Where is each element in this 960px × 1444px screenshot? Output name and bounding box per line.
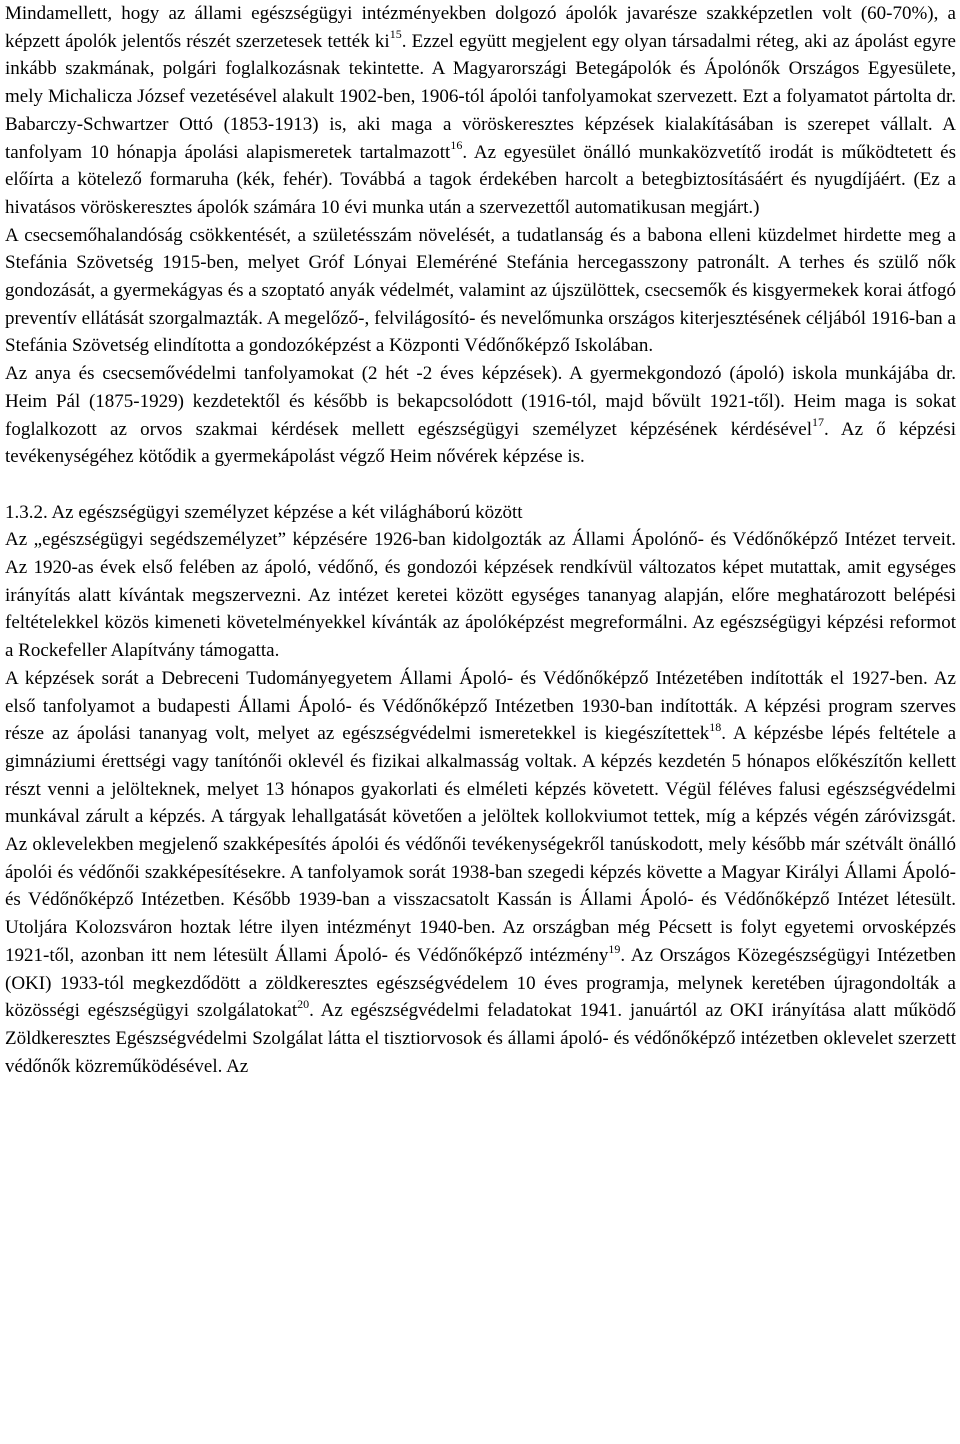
footnote-reference: 19 xyxy=(608,941,621,956)
paragraph-text: A csecsemőhalandóság csökkentését, a születésszám növelését, a tudatlanság és a babona elleni küzdelmet hirdette meg a Stefánia Szövetség 1915-ben, melyet Gróf Lónyai Eleméréné Stefánia hercegasszony patronált. A terhes és szülő nők gondozását, a gyermekágyas és a szoptató anyák védelmét, valamint az újszülöttek, csecsemők és kisgyermekek korai átfogó preventív ellátását szorgalmazták. A megelőző-, felvilágosító- és nevelőmunka országos kiterjesztésének céljából 1916-ban a Stefánia Szövetség elindította a gondozóképzést a Központi Védőnőképző Iskolában. xyxy=(5,224,956,357)
paragraph-text: A képzések sorát a Debreceni Tudományegyetem Állami Ápoló- és Védőnőképző Intézetében indították el 1927-ben. Az első tanfolyamot a budapesti Állami Ápoló- és Védőnőképző Intézetben 1930-ban indították. A képzési program szerves része az ápolási tananyag volt, melyet az egészségvédelmi ismeretekkel is kiegészítettek xyxy=(5,667,956,745)
paragraph-text: Az anya és csecsemővédelmi tanfolyamokat (2 hét -2 éves képzések). A gyermekgondozó (ápoló) iskola munkájába dr. Heim Pál (1875-1929) kezdetektől és később is bekapcsolódott (1916-tól, majd bővült 1921-től). Heim maga is sokat foglalkozott az orvos szakmai kérdések mellett egészségügyi személyzet képzésének kérdésével xyxy=(5,363,956,440)
paragraph-p3 xyxy=(5,360,956,471)
footnote-reference: 17 xyxy=(811,415,824,430)
body-text-after-heading xyxy=(5,526,956,1080)
paragraph-text: . Az ő képzési tevékenységéhez kötődik a gyermekápolást végző Heim nővérek képzése is. xyxy=(5,418,957,468)
footnote-reference: 18 xyxy=(709,719,722,734)
paragraph-text: . Az Országos Közegészségügyi Intézetben (OKI) 1933-tól megkezdődött a zöldkeresztes egészségvédelem 10 éves programja, melynek keretében újragondolták a közösségi egészségügyi szolgálatokat xyxy=(5,944,956,1022)
footnote-reference: 20 xyxy=(297,996,310,1011)
paragraph-text: . Az egyesület önálló munkaközvetítő irodát is működtetett és előírta a kötelező formaruha (kék, fehér). Továbbá a tagok érdekében harcolt a betegbiztosításáért és nyugdíjáért. (Ez a hivatásos vöröskeresztes ápolók számára 10 évi munka után a szervezettől automatikusan megjárt.) xyxy=(5,141,957,218)
paragraph-text: Az „egészségügyi segédszemélyzet” képzésére 1926-ban kidolgozták az Állami Ápolónő- és Védőnőképző Intézet terveit. Az 1920-as évek első felében az ápoló, védőnő, és gondozói képzések rendkívül változatos képet mutattak, amit egységes irányítás alatt kívántak megszervezni. Az intézet keretei között egységes tananyag alapján, előre meghatározott belépési feltételekkel közös kimeneti követelményekkel kívánták az ápolóképzést megreformálni. Az egészségügyi képzési reformot a Rockefeller Alapítvány támogatta. xyxy=(5,529,956,662)
paragraph-p5 xyxy=(5,665,956,1081)
footnote-reference: 15 xyxy=(389,27,402,42)
paragraph-text: Mindamellett, hogy az állami egészségügyi intézményekben dolgozó ápolók javarésze szakképzetlen volt (60-70%), a képzett ápolók jelentős részét szerzetesek tették ki xyxy=(5,3,956,52)
paragraph-text: . Ezzel együtt megjelent egy olyan társadalmi réteg, aki az ápolást egyre inkább szakmának, polgári foglalkozásnak tekintette. A Magyarországi Betegápolók és Ápolónők Országos Egyesülete, mely Michalicza József vezetésével alakult 1902-ben, 1906-tól ápolói tanfolyamokat szervezett. Ezt a folyamatot pártolta dr. Babarczy-Schwartzer Ottó (1853-1913) is, aki maga a vöröskeresztes képzések kialakításában is szerepet vállalt. A tanfolyam 10 hónapja ápolási alapismeretek tartalmazott xyxy=(5,30,956,163)
paragraph-p1 xyxy=(5,0,956,222)
paragraph-text: . Az egészségvédelmi feladatokat 1941. januártól az OKI irányítása alatt működő Zöldkeresztes Egészségvédelmi Szolgálat látta el tisztiorvosok és állami ápoló- és védőnőképző intézetben oklevelet szerzett védőnők közreműködésével. Az xyxy=(5,1000,956,1077)
body-text-before-heading xyxy=(5,0,956,471)
paragraph-spacer xyxy=(5,471,956,499)
footnote-reference: 16 xyxy=(450,138,463,153)
section-heading: 1.3.2. Az egészségügyi személyzet képzése a két világháború között xyxy=(5,501,523,523)
paragraph-p2 xyxy=(5,222,956,361)
paragraph-text: . A képzésbe lépés feltétele a gimnáziumi érettségi vagy tanítónői oklevél és fizikai alkalmasság voltak. A képzés kezdetén 5 hónapos előkészítőn kellett részt venni a jelölteknek, melyet 13 hónapos gyakorlati és elméleti képzés követett. Végül féléves falusi egészségvédelmi munkával zárult a képzés. A tárgyak lehallgatását követően a jelöltek kollokviumot tettek, míg a képzés végén záróvizsgát. Az oklevelekben megjelenő szakképesítés ápolói és védőnői tevékenységekről tanúskodott, mely később már szétvált önálló ápolói és védőnői szakképesítésekre. A tanfolyamok sorát 1938-ban szegedi képzés követte a Magyar Királyi Állami Ápoló- és Védőnőképző Intézetben. Később 1939-ban a visszacsatolt Kassán is Állami Ápoló- és Védőnőképző Intézet létesült. Utoljára Kolozsváron hoztak létre ilyen intézményt 1940-ben. Az országban még Pécsett is folyt egyetemi orvosképzés 1921-től, azonban itt nem létesült Állami Ápoló- és Védőnőképző intézmény xyxy=(5,723,957,966)
paragraph-p4 xyxy=(5,526,956,665)
